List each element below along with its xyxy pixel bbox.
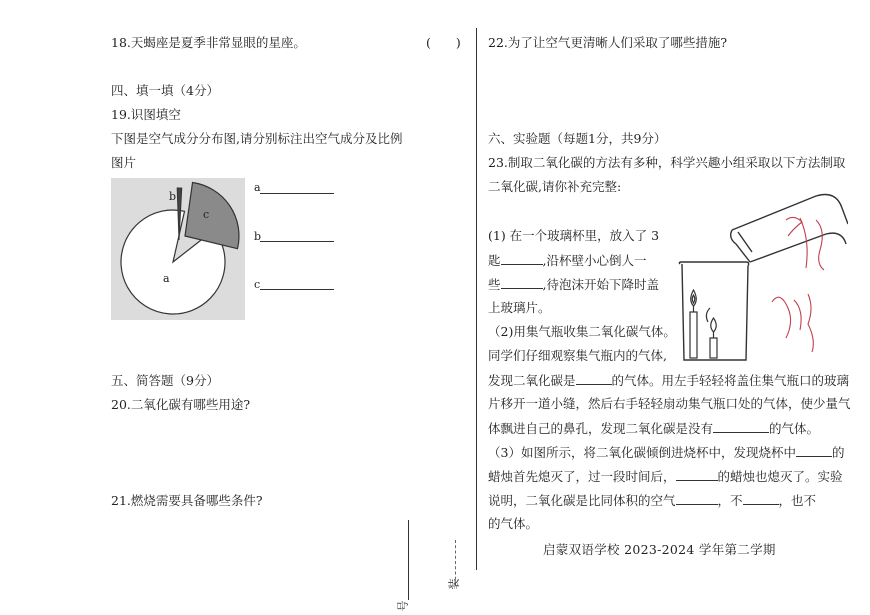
part-1-line-3 <box>488 276 659 293</box>
part-1-text-pour: ,沿杯壁小心倒人一 <box>542 253 647 268</box>
part-2-line-4: 片移开一道小缝，然后右手轻轻扇动集气瓶口处的气体，使少量气 <box>488 396 851 411</box>
part-3-text-explain: 说明，二氧化碳是比同体积的空气 <box>488 493 676 508</box>
answer-label-b: b <box>254 230 262 243</box>
question-19-title: 19.识图填空 <box>111 107 181 122</box>
part-2-text-end: 的气体。 <box>769 421 820 436</box>
part-2-line-3 <box>488 372 849 389</box>
air-composition-pie-chart <box>111 178 245 320</box>
part-1-line-2 <box>488 252 647 269</box>
part-2-blank-1[interactable] <box>576 372 612 385</box>
answer-label-a: a <box>254 181 261 194</box>
question-20: 20.二氧化碳有哪些用途? <box>111 397 251 412</box>
question-23-line-2: 二氧化碳,请你补充完整: <box>488 179 622 194</box>
question-19-description: 下图是空气成分分布图,请分别标注出空气成分及比例 <box>111 131 403 146</box>
part-3-text-candle: 蜡烛首先熄灭了，过一段时间后， <box>488 469 676 484</box>
part-2-text-gas: 的气体。用左手轻轻将盖住集气瓶口的玻璃 <box>611 373 850 388</box>
pie-label-b: b <box>169 190 177 203</box>
part-1-blank-2[interactable] <box>501 276 543 289</box>
pie-slice-c <box>185 183 239 249</box>
answer-blank-a[interactable] <box>260 193 334 194</box>
part-3-text-nor: ，也不 <box>778 493 817 508</box>
answer-blank-c[interactable] <box>260 289 334 290</box>
part-3-line-4: 的气体。 <box>488 516 539 531</box>
part-2-line-5 <box>488 420 819 437</box>
question-18: 18.天蝎座是夏季非常显眼的星座。 <box>111 35 306 50</box>
part-2-line-1: （2)用集气瓶收集二氧化碳气体。 <box>488 324 676 339</box>
part-3-text-of: 的 <box>831 445 845 460</box>
part-1-text-spoon: 匙 <box>488 253 501 268</box>
part-3-blank-3[interactable] <box>676 492 718 505</box>
part-1-blank-1[interactable] <box>501 252 543 265</box>
gas-bottle-icon <box>731 195 848 263</box>
part-2-text-smell: 体飘进自己的鼻孔，发现二氧化碳是没有 <box>488 421 714 436</box>
section-5-heading: 五、简答题（9分） <box>111 373 219 388</box>
question-19-description-cont: 图片 <box>111 155 137 170</box>
part-3-text-out: 的蜡烛也熄灭了。实验 <box>717 469 843 484</box>
part-1-text-foam: ,待泡沫开始下降时盖 <box>542 277 659 292</box>
air-composition-figure <box>111 178 245 320</box>
part-3-blank-1[interactable] <box>796 444 832 457</box>
part-1-text-some: 些 <box>488 277 501 292</box>
question-22: 22.为了让空气更清晰人们采取了哪些措施? <box>488 35 728 50</box>
candle-short-icon <box>706 308 717 358</box>
part-2-blank-2[interactable] <box>713 420 769 433</box>
section-6-heading: 六、实验题（每题1分，共9分） <box>488 131 667 146</box>
answer-label-c: c <box>254 278 261 291</box>
part-3-blank-4[interactable] <box>743 492 779 505</box>
question-21: 21.燃烧需要具备哪些条件? <box>111 493 263 508</box>
part-1-line-1: (1) 在一个玻璃杯里，放入了 3 <box>488 228 660 243</box>
binding-mark-number: 号 <box>396 600 410 612</box>
part-2-text-found: 发现二氧化碳是 <box>488 373 576 388</box>
answer-blank-b[interactable] <box>260 241 334 242</box>
question-23-line-1: 23.制取二氧化碳的方法有多种，科学兴趣小组采取以下方法制取 <box>488 155 846 170</box>
binding-line-left <box>408 520 409 600</box>
pie-label-a: a <box>163 272 170 285</box>
part-2-line-2: 同学们仔细观察集气瓶内的气体, <box>488 348 667 363</box>
binding-mark-seal: 装 <box>447 578 461 590</box>
part-1-line-4: 上玻璃片。 <box>488 300 551 315</box>
experiment-illustration <box>676 190 848 365</box>
part-3-text-not: ，不 <box>717 493 743 508</box>
column-divider <box>476 28 477 570</box>
school-term-footer: 启蒙双语学校 2023-2024 学年第二学期 <box>543 542 776 557</box>
part-3-blank-2[interactable] <box>676 468 718 481</box>
part-3-text-pour: （3）如图所示，将二氧化碳倾倒进烧杯中，发现烧杯中 <box>488 445 796 460</box>
part-3-line-1 <box>488 444 844 461</box>
part-3-line-2 <box>488 468 843 485</box>
candle-tall-icon <box>690 290 697 358</box>
question-18-answer-bracket[interactable]: ( ) <box>426 35 461 50</box>
pie-label-c: c <box>203 208 210 221</box>
section-4-heading: 四、填一填（4分） <box>111 83 219 98</box>
part-3-line-3 <box>488 492 816 509</box>
